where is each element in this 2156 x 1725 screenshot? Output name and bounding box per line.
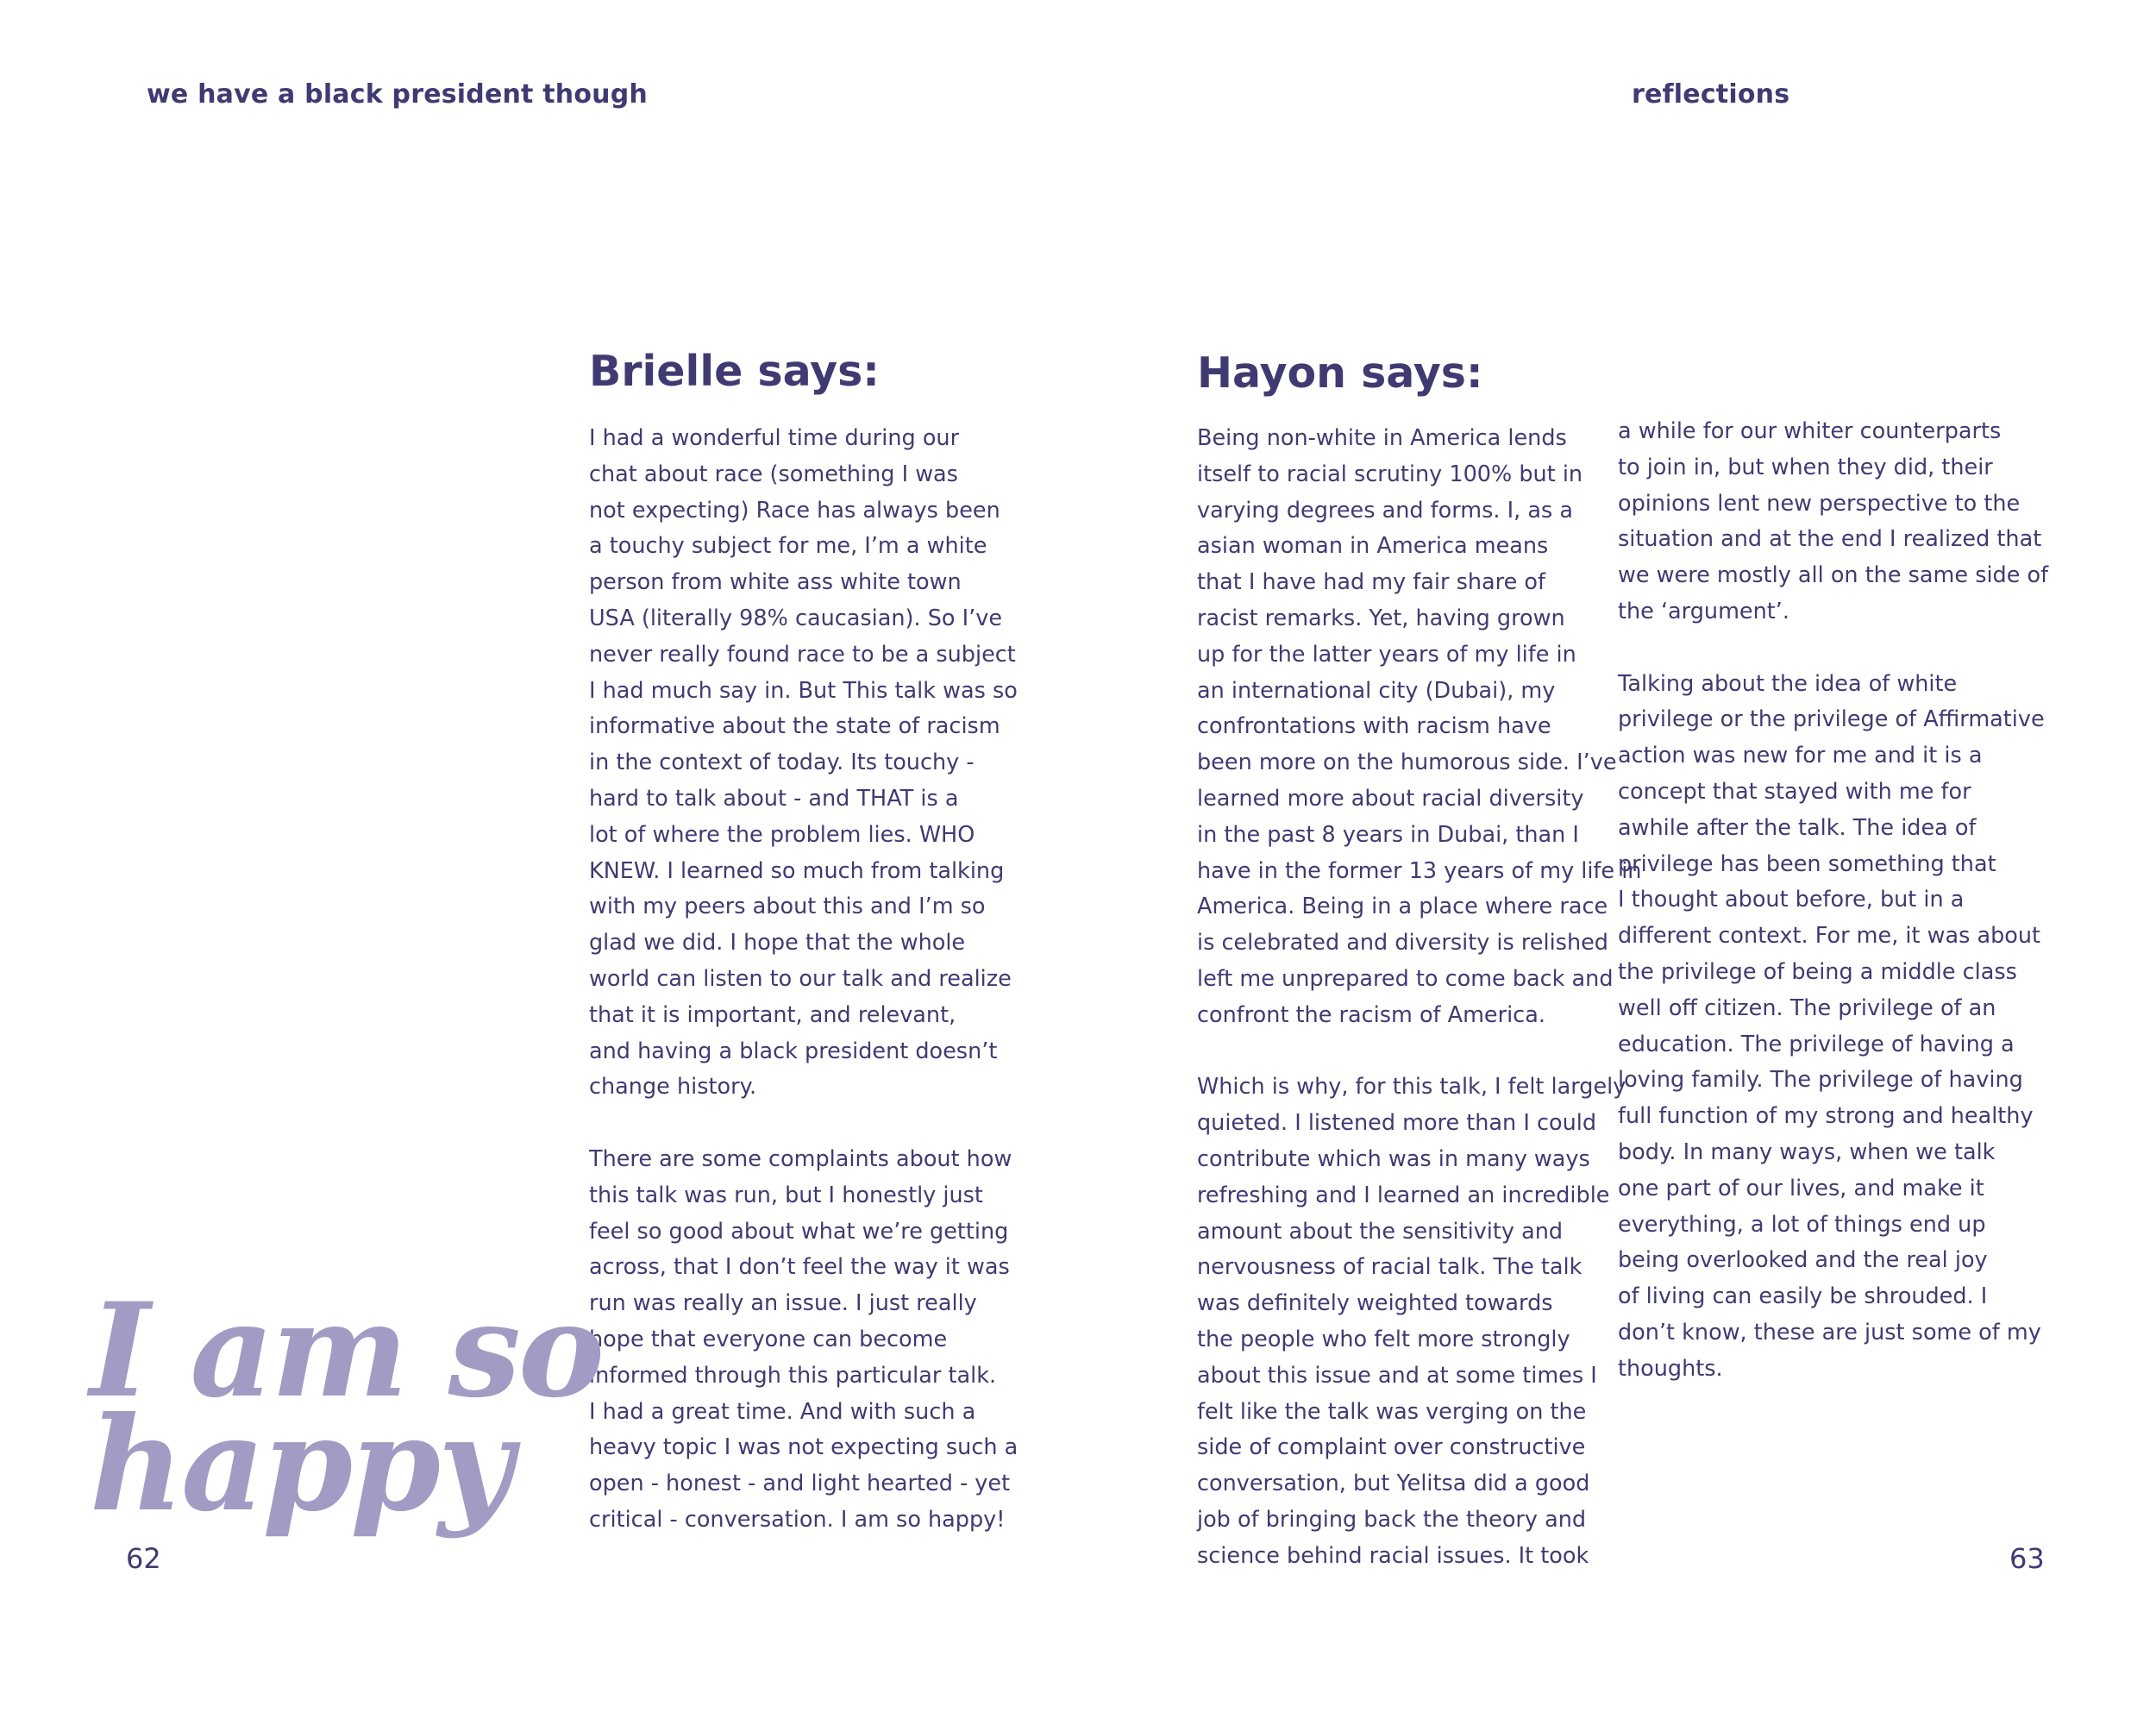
text-line: a touchy subject for me, I’m a white	[589, 533, 987, 560]
text-line: an international city (Dubai), my	[1197, 677, 1556, 704]
text-line: different context. For me, it was about	[1618, 923, 2041, 950]
text-line: Being non-white in America lends	[1197, 425, 1567, 451]
page-number-right: 63	[2009, 1542, 2045, 1575]
text-line: feel so good about what we’re getting	[589, 1218, 1009, 1245]
text-line: nervousness of racial talk. The talk	[1197, 1254, 1583, 1281]
text-line: informed through this particular talk.	[589, 1362, 997, 1389]
text-line: contribute which was in many ways	[1197, 1145, 1590, 1172]
text-line: loving family. The privilege of having	[1618, 1067, 2023, 1094]
text-line: asian woman in America means	[1197, 533, 1549, 560]
text-line: I thought about before, but in a	[1618, 887, 1965, 913]
text-line: change history.	[589, 1074, 757, 1101]
pull-quote-line-1: I am so	[90, 1275, 603, 1427]
text-line: I had much say in. But This talk was so	[589, 677, 1018, 704]
text-line: refreshing and I learned an incredible	[1197, 1182, 1610, 1208]
text-line: across, that I don’t feel the way it was	[589, 1254, 1010, 1281]
text-line: informative about the state of racism	[589, 713, 1000, 740]
text-line: amount about the sensitivity and	[1197, 1218, 1564, 1245]
text-line: job of bringing back the theory and	[1197, 1506, 1587, 1533]
text-line: varying degrees and forms. I, as a	[1197, 497, 1573, 524]
text-line: was definitely weighted towards	[1197, 1290, 1553, 1317]
brielle-heading: Brielle says:	[589, 347, 880, 396]
text-line: that I have had my fair share of	[1197, 569, 1545, 596]
text-line: America. Being in a place where race	[1197, 894, 1608, 920]
text-line: racist remarks. Yet, having grown	[1197, 605, 1565, 631]
text-line: hope that everyone can become	[589, 1326, 948, 1352]
hayon-text-column-2	[1618, 414, 2048, 1388]
text-line: itself to racial scrutiny 100% but in	[1197, 461, 1583, 487]
text-line: glad we did. I hope that the whole	[589, 930, 966, 957]
text-line: quieted. I listened more than I could	[1197, 1110, 1597, 1137]
text-line: learned more about racial diversity	[1197, 785, 1584, 812]
text-line: situation and at the end I realized that	[1618, 526, 2042, 553]
text-line: side of complaint over constructive	[1197, 1434, 1586, 1461]
text-line: Talking about the idea of white	[1618, 670, 1958, 697]
text-line: in the context of today. Its touchy -	[589, 750, 975, 776]
text-line: the privilege of being a middle class	[1618, 958, 2017, 985]
text-line: of living can easily be shrouded. I	[1618, 1283, 1988, 1310]
text-line: in the past 8 years in Dubai, than I	[1197, 821, 1579, 848]
text-line: confrontations with racism have	[1197, 713, 1551, 740]
text-line: concept that stayed with me for	[1618, 778, 1971, 805]
pull-quote-line-2: happy	[90, 1389, 511, 1540]
text-line: a while for our whiter counterparts	[1618, 418, 2002, 444]
text-line: action was new for me and it is a	[1618, 743, 1983, 769]
text-line: heavy topic I was not expecting such a	[589, 1434, 1018, 1461]
paragraph-break	[1618, 630, 2048, 667]
text-line: the people who felt more strongly	[1197, 1326, 1570, 1352]
text-line: been more on the humorous side. I’ve	[1197, 750, 1617, 776]
text-line: open - honest - and light hearted - yet	[589, 1471, 1011, 1497]
text-line: to join in, but when they did, their	[1618, 454, 1993, 480]
text-line: privilege or the privilege of Affirmative	[1618, 706, 2045, 733]
text-line: well off citizen. The privilege of an	[1618, 994, 1996, 1021]
brielle-text-column	[589, 421, 1018, 1539]
text-line: science behind racial issues. It took	[1197, 1542, 1589, 1569]
text-line: have in the former 13 years of my life in	[1197, 857, 1642, 884]
text-line: confront the racism of America.	[1197, 1001, 1545, 1028]
text-line: up for the latter years of my life in	[1197, 641, 1576, 668]
text-line: we were mostly all on the same side of	[1618, 562, 2049, 589]
text-line: that it is important, and relevant,	[589, 1001, 956, 1028]
text-line: lot of where the problem lies. WHO	[589, 821, 975, 848]
text-line: person from white ass white town	[589, 569, 962, 596]
text-line: world can listen to our talk and realize	[589, 965, 1012, 992]
text-line: don’t know, these are just some of my	[1618, 1319, 2041, 1346]
text-line: this talk was run, but I honestly just	[589, 1182, 983, 1208]
pull-quote	[90, 1275, 603, 1540]
text-line: thoughts.	[1618, 1355, 1723, 1382]
hayon-text-column-1	[1197, 421, 1641, 1575]
text-line: I had a great time. And with such a	[589, 1398, 976, 1425]
text-line: I had a wonderful time during our	[589, 425, 960, 451]
text-line: run was really an issue. I just really	[589, 1290, 977, 1317]
paragraph-break	[1197, 1034, 1641, 1070]
text-line: body. In many ways, when we talk	[1618, 1138, 1996, 1165]
text-line: education. The privilege of having a	[1618, 1031, 2015, 1057]
page-number-left: 62	[126, 1542, 161, 1575]
hayon-heading: Hayon says:	[1197, 348, 1483, 398]
text-line: never really found race to be a subject	[589, 641, 1016, 668]
text-line: and having a black president doesn’t	[589, 1038, 998, 1064]
text-line: not expecting) Race has always been	[589, 497, 1000, 524]
paragraph-break	[589, 1106, 1018, 1142]
text-line: There are some complaints about how	[589, 1145, 1012, 1172]
text-line: about this issue and at some times I	[1197, 1362, 1597, 1389]
text-line: full function of my strong and healthy	[1618, 1103, 2034, 1130]
text-line: everything, a lot of things end up	[1618, 1211, 1986, 1238]
running-head-right: reflections	[1632, 79, 1790, 110]
text-line: opinions lent new perspective to the	[1618, 490, 2021, 517]
text-line: USA (literally 98% caucasian). So I’ve	[589, 605, 1003, 631]
running-head-left: we have a black president though	[147, 79, 648, 110]
text-line: hard to talk about - and THAT is a	[589, 785, 959, 812]
text-line: the ‘argument’.	[1618, 598, 1789, 624]
text-line: privilege has been something that	[1618, 850, 1996, 877]
text-line: with my peers about this and I’m so	[589, 894, 986, 920]
text-line: chat about race (something I was	[589, 461, 958, 487]
text-line: being overlooked and the real joy	[1618, 1247, 1988, 1274]
text-line: awhile after the talk. The idea of	[1618, 814, 1977, 841]
text-line: is celebrated and diversity is relished	[1197, 930, 1608, 957]
text-line: KNEW. I learned so much from talking	[589, 857, 1005, 884]
text-line: critical - conversation. I am so happy!	[589, 1506, 1006, 1533]
text-line: Which is why, for this talk, I felt largely	[1197, 1074, 1626, 1101]
text-line: conversation, but Yelitsa did a good	[1197, 1471, 1590, 1497]
text-line: left me unprepared to come back and	[1197, 965, 1614, 992]
text-line: felt like the talk was verging on the	[1197, 1398, 1587, 1425]
text-line: one part of our lives, and make it	[1618, 1175, 1984, 1201]
